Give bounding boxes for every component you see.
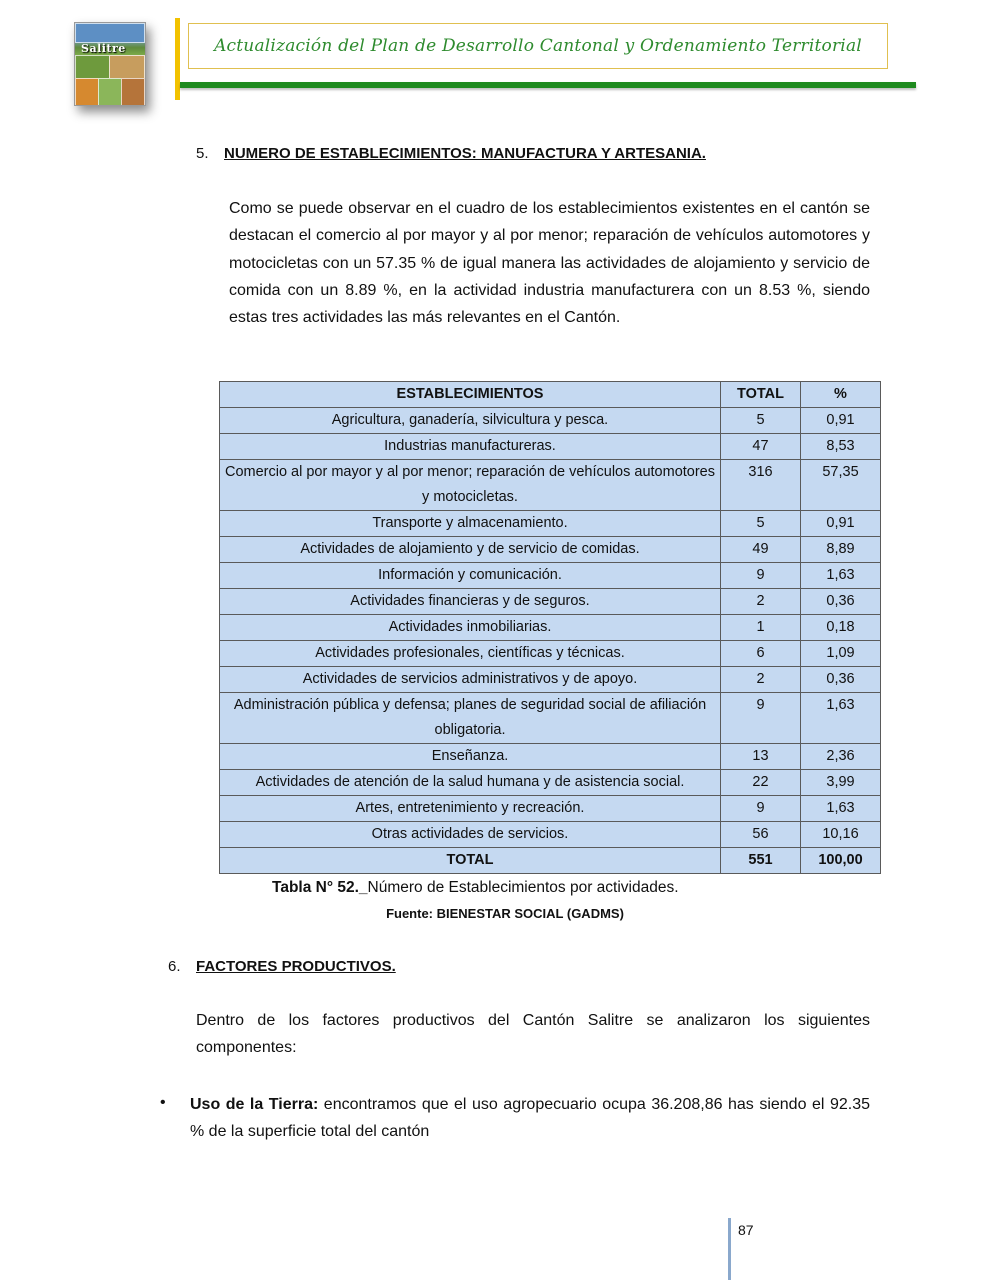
bullet-paragraph bbox=[190, 1091, 870, 1146]
table-cell-activity: Actividades de atención de la salud humana y de asistencia social. bbox=[220, 770, 721, 796]
table-total-cell: 551 bbox=[721, 848, 801, 874]
section-6-heading bbox=[168, 958, 396, 975]
table-cell-activity: Actividades financieras y de seguros. bbox=[220, 589, 721, 615]
table-row bbox=[220, 589, 881, 615]
table-cell-activity: Enseñanza. bbox=[220, 744, 721, 770]
table-cell-total: 5 bbox=[721, 511, 801, 537]
table-cell-percent: 3,99 bbox=[801, 770, 881, 796]
table-cell-percent: 0,91 bbox=[801, 408, 881, 434]
table-header-cell: TOTAL bbox=[721, 382, 801, 408]
table-cell-percent: 8,89 bbox=[801, 537, 881, 563]
table-caption-label: Tabla N° 52._ bbox=[272, 879, 368, 896]
table-total-cell: 100,00 bbox=[801, 848, 881, 874]
bullet-icon: • bbox=[160, 1094, 166, 1111]
table-row bbox=[220, 563, 881, 589]
section-5-heading bbox=[196, 145, 706, 162]
section-6-paragraph: Dentro de los factores productivos del Cantón Salitre se analizaron los siguientes componentes: bbox=[196, 1012, 870, 1057]
table-row bbox=[220, 822, 881, 848]
bullet-text: encontramos que el uso agropecuario ocupa 36.208,86 has siendo el 92.35 % de la superficie total del cantón bbox=[190, 1096, 870, 1141]
table-cell-activity: Transporte y almacenamiento. bbox=[220, 511, 721, 537]
table-cell-total: 47 bbox=[721, 434, 801, 460]
table-total-row bbox=[220, 848, 881, 874]
table-header-cell: % bbox=[801, 382, 881, 408]
table-cell-activity: Actividades profesionales, científicas y técnicas. bbox=[220, 641, 721, 667]
table-row bbox=[220, 744, 881, 770]
table-row bbox=[220, 615, 881, 641]
table-cell-total: 316 bbox=[721, 460, 801, 511]
logo-text: Salitre bbox=[81, 42, 126, 55]
table-cell-total: 49 bbox=[721, 537, 801, 563]
table-row bbox=[220, 434, 881, 460]
page-number-bar bbox=[728, 1218, 731, 1280]
table-cell-total: 9 bbox=[721, 563, 801, 589]
table-cell-percent: 0,36 bbox=[801, 589, 881, 615]
table-cell-total: 9 bbox=[721, 796, 801, 822]
table-cell-total: 6 bbox=[721, 641, 801, 667]
table-row bbox=[220, 511, 881, 537]
table-cell-percent: 57,35 bbox=[801, 460, 881, 511]
bullet-label: Uso de la Tierra: bbox=[190, 1096, 319, 1113]
table-cell-activity: Administración pública y defensa; planes de seguridad social de afiliación obligatoria. bbox=[220, 693, 721, 744]
table-row bbox=[220, 693, 881, 744]
table-row bbox=[220, 460, 881, 511]
table-cell-total: 2 bbox=[721, 667, 801, 693]
table-body bbox=[220, 408, 881, 848]
table-cell-percent: 0,18 bbox=[801, 615, 881, 641]
table-cell-total: 2 bbox=[721, 589, 801, 615]
table-cell-percent: 0,91 bbox=[801, 511, 881, 537]
table-cell-total: 22 bbox=[721, 770, 801, 796]
table-cell-percent: 1,63 bbox=[801, 693, 881, 744]
table-row bbox=[220, 641, 881, 667]
table-row bbox=[220, 537, 881, 563]
section-5-paragraph: Como se puede observar en el cuadro de los establecimientos existentes en el cantón se destacan el comercio al por mayor y al por menor; reparación de vehículos automotores y motocicletas con un 57.35 % de igual manera las actividades de alojamiento y servicio de comida con un 8.89 %, en la actividad industria manufacturera con un 8.53 %, siendo estas tres actividades las más relevantes en el Cantón. bbox=[229, 200, 870, 327]
table-cell-percent: 8,53 bbox=[801, 434, 881, 460]
table-cell-activity: Otras actividades de servicios. bbox=[220, 822, 721, 848]
table-cell-total: 9 bbox=[721, 693, 801, 744]
table-total-cell: TOTAL bbox=[220, 848, 721, 874]
table-header-cell: ESTABLECIMIENTOS bbox=[220, 382, 721, 408]
table-cell-activity: Actividades inmobiliarias. bbox=[220, 615, 721, 641]
table-cell-percent: 0,36 bbox=[801, 667, 881, 693]
table-header-row bbox=[220, 382, 881, 408]
table-cell-activity: Industrias manufactureras. bbox=[220, 434, 721, 460]
header-title: Actualización del Plan de Desarrollo Cantonal y Ordenamiento Territorial bbox=[214, 36, 862, 56]
table-caption bbox=[272, 879, 679, 897]
table-row bbox=[220, 770, 881, 796]
section-6-title: FACTORES PRODUCTIVOS. bbox=[196, 958, 396, 975]
table-cell-percent: 1,09 bbox=[801, 641, 881, 667]
table-source: Fuente: BIENESTAR SOCIAL (GADMS) bbox=[386, 906, 624, 921]
table-cell-percent: 2,36 bbox=[801, 744, 881, 770]
table-cell-activity: Artes, entretenimiento y recreación. bbox=[220, 796, 721, 822]
table-cell-percent: 1,63 bbox=[801, 796, 881, 822]
header-title-box bbox=[188, 23, 888, 69]
section-5-number: 5. bbox=[196, 145, 209, 162]
establishments-table bbox=[219, 381, 881, 874]
table-cell-activity: Actividades de alojamiento y de servicio de comidas. bbox=[220, 537, 721, 563]
table-caption-text: Número de Establecimientos por actividades. bbox=[367, 879, 679, 896]
table-row bbox=[220, 796, 881, 822]
header-rule bbox=[180, 82, 916, 88]
table-row bbox=[220, 408, 881, 434]
table-cell-activity: Agricultura, ganadería, silvicultura y pesca. bbox=[220, 408, 721, 434]
table-cell-total: 1 bbox=[721, 615, 801, 641]
salitre-logo bbox=[74, 22, 146, 106]
table-cell-total: 13 bbox=[721, 744, 801, 770]
table-cell-percent: 10,16 bbox=[801, 822, 881, 848]
table-row bbox=[220, 667, 881, 693]
section-6-number: 6. bbox=[168, 958, 181, 975]
table-cell-activity: Actividades de servicios administrativos y de apoyo. bbox=[220, 667, 721, 693]
page-number: 87 bbox=[738, 1222, 754, 1238]
section-5-title: NUMERO DE ESTABLECIMIENTOS: MANUFACTURA Y ARTESANIA. bbox=[224, 145, 706, 162]
table-cell-activity: Comercio al por mayor y al por menor; reparación de vehículos automotores y motocicletas. bbox=[220, 460, 721, 511]
table-cell-total: 5 bbox=[721, 408, 801, 434]
table-cell-total: 56 bbox=[721, 822, 801, 848]
table-cell-percent: 1,63 bbox=[801, 563, 881, 589]
table-cell-activity: Información y comunicación. bbox=[220, 563, 721, 589]
